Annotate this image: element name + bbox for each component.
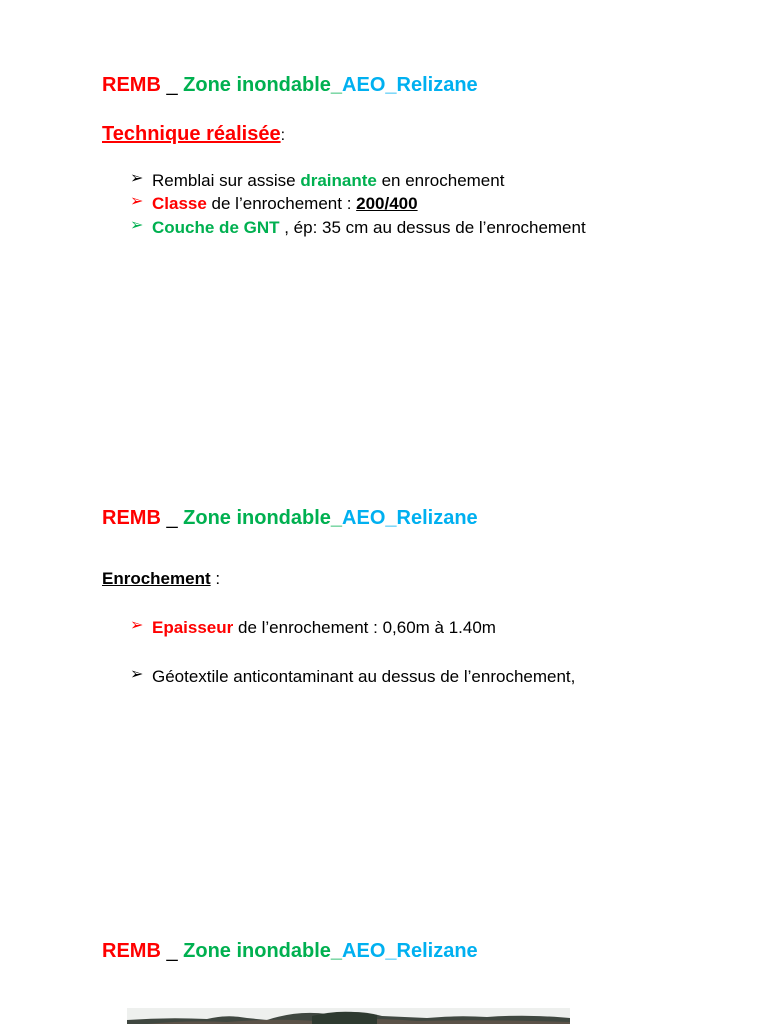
title-remb: REMB [102,507,161,529]
enrochement-heading [102,570,220,587]
list-item [130,172,586,189]
title-aeo: AEO_Relizane [342,74,478,96]
site-photo-graphic [127,1008,570,1024]
title-separator: _ [160,74,184,96]
arrow-bullet-icon: ➢ [130,170,144,187]
arrow-bullet-icon: ➢ [130,666,144,683]
technique-heading-text: Technique réalisée [102,123,281,145]
bullet-highlight: drainante [300,171,377,190]
title-zone: Zone inondable_ [183,74,343,96]
bullet-text-post: en enrochement [376,171,505,190]
bullet-text-post: , ép: 35 cm au dessus de l’enrochement [279,218,586,237]
bullet-text-pre: Remblai sur assise [152,171,301,190]
enrochement-heading-suffix: : [210,569,221,588]
title-zone: Zone inondable_ [183,507,343,529]
title-remb: REMB [102,940,161,962]
arrow-bullet-icon: ➢ [130,217,144,234]
arrow-bullet-icon: ➢ [130,193,144,210]
list-item [130,219,586,236]
title-separator: _ [160,507,184,529]
bullet-text-post: de l’enrochement : 0,60m à 1.40m [233,618,496,637]
title-aeo: AEO_Relizane [342,940,478,962]
technique-heading [102,124,285,144]
section-2-title [102,508,478,528]
technique-list [130,172,586,236]
technique-heading-suffix: : [280,127,286,144]
title-separator: _ [160,940,184,962]
title-zone: Zone inondable_ [183,940,343,962]
section-3-title [102,941,478,961]
bullet-value: 200/400 [356,194,418,213]
title-remb: REMB [102,74,161,96]
bullet-highlight: Classe [152,194,207,213]
list-item [130,668,575,685]
section-1-title [102,75,478,95]
bullet-text: Géotextile anticontaminant au dessus de l’enrochement, [152,667,576,686]
arrow-bullet-icon: ➢ [130,617,144,634]
title-aeo: AEO_Relizane [342,507,478,529]
list-item [130,195,586,212]
bullet-highlight: Couche de GNT [152,218,280,237]
bullet-text-post: de l’enrochement : [206,194,357,213]
list-item [130,619,575,636]
enrochement-heading-text: Enrochement [102,569,211,588]
bullet-highlight: Epaisseur [152,618,234,637]
enrochement-list [130,619,575,685]
site-photo [127,1008,570,1024]
